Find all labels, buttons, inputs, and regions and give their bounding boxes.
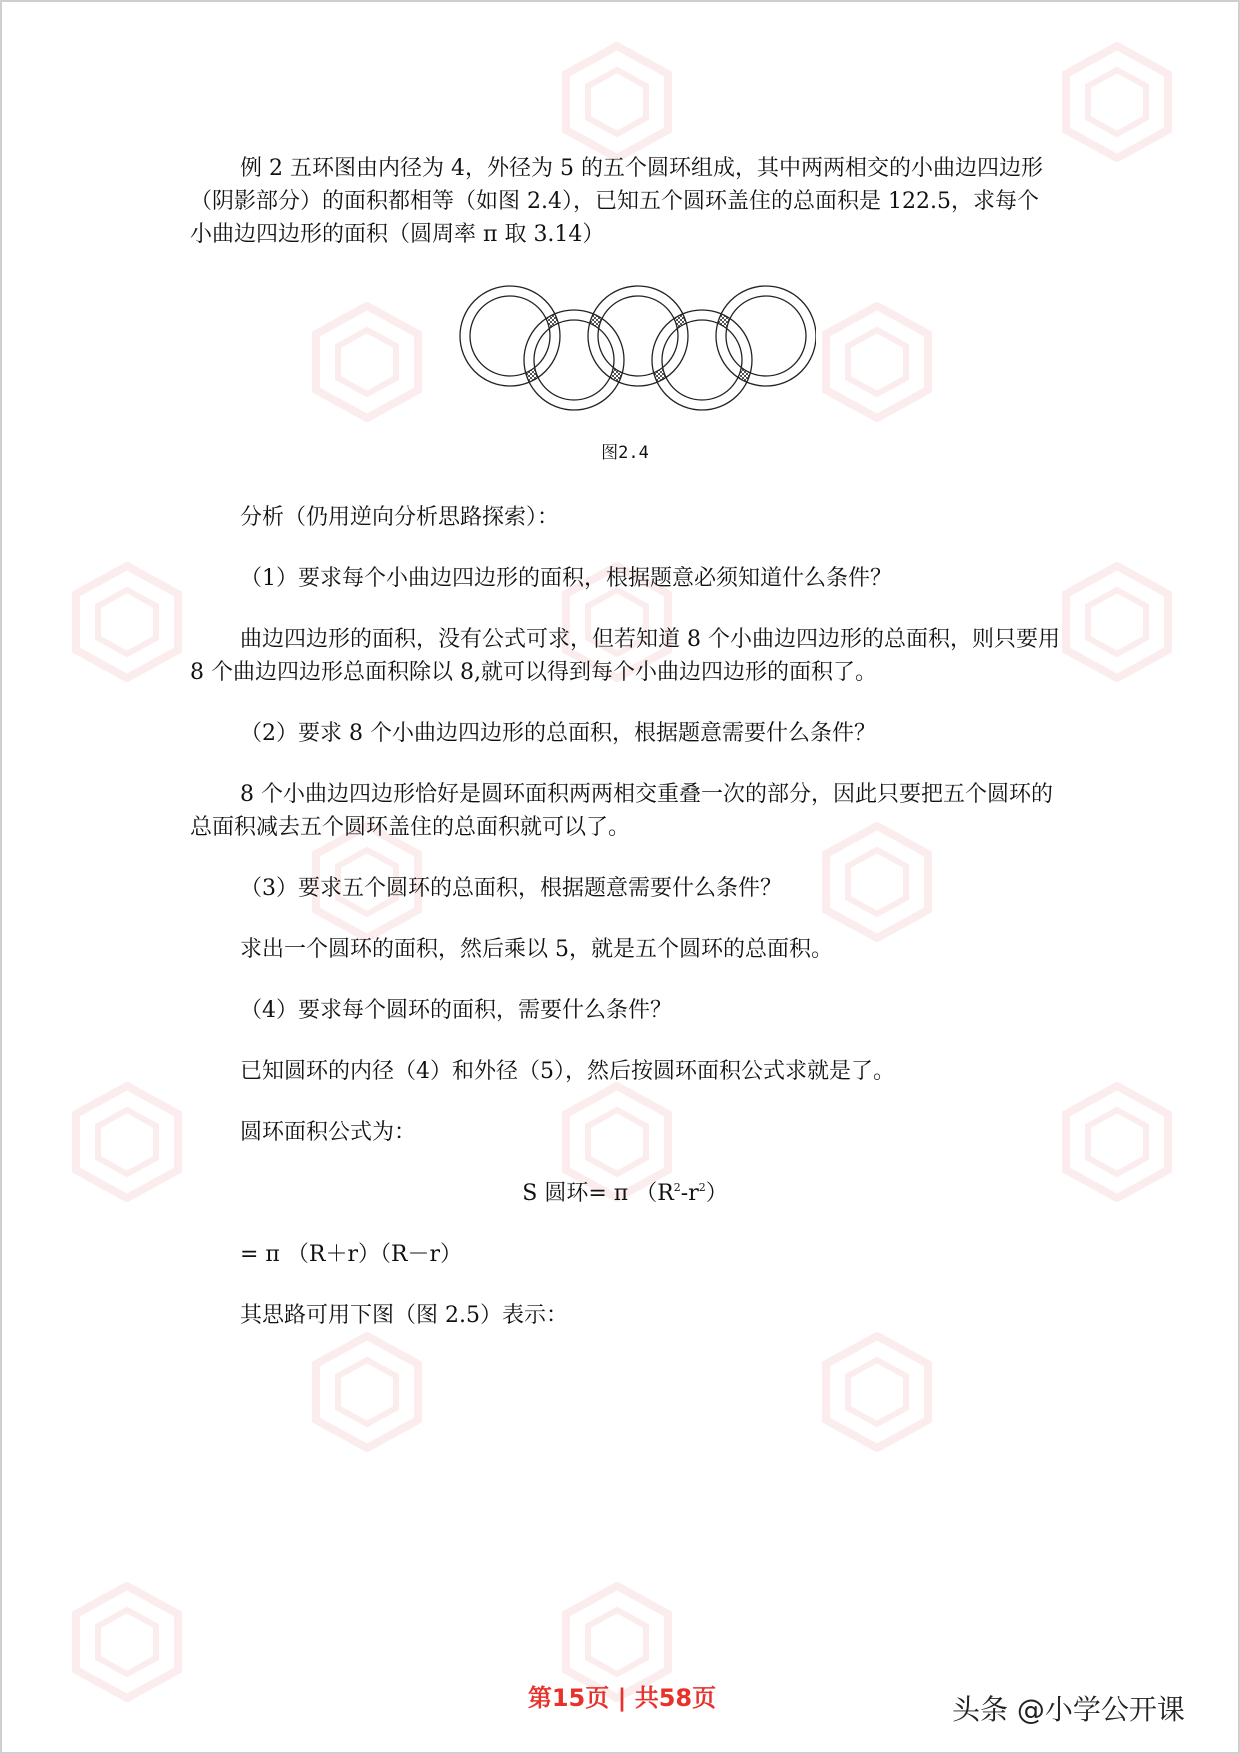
ring-outer-circle — [524, 310, 624, 410]
figure-caption: 图2.4 — [601, 443, 649, 463]
analysis-heading: 分析（仍用逆向分析思路探索）： — [240, 505, 560, 530]
ring-inner-circle — [598, 296, 678, 376]
brand-watermark: 头条 @小学公开课 — [952, 1693, 1185, 1726]
five-rings-figure — [190, 273, 1060, 473]
formula-sup-r: 2 — [698, 1181, 706, 1194]
example-statement: 例 2 五环图由内径为 4，外径为 5 的五个圆环组成，其中两两相交的小曲边四边形（阴影部分）的面积都相等（如图 2.4），已知五个圆环盖住的总面积是 122.5，求每个小曲边四边形的面积（圆周率 π 取 3.14） — [190, 156, 1043, 247]
watermark-logo-icon — [72, 562, 182, 682]
five-rings-diagram — [446, 273, 816, 423]
watermark-logo-icon — [562, 42, 672, 162]
watermark-logo-icon — [1062, 1082, 1172, 1202]
watermark-logo-icon — [822, 1332, 932, 1452]
formula-main — [190, 1177, 1060, 1210]
ring-outer-circle — [460, 286, 560, 386]
formula-main-prefix: S 圆环= π （R — [522, 1181, 674, 1206]
answer-3: 求出一个圆环的面积，然后乘以 5，就是五个圆环的总面积。 — [240, 937, 833, 962]
formula-intro: 圆环面积公式为： — [240, 1120, 417, 1145]
formula-main-suffix: ） — [705, 1181, 728, 1206]
ring-outer-circle — [652, 310, 752, 410]
answer-4: 已知圆环的内径（4）和外径（5），然后按圆环面积公式求就是了。 — [240, 1059, 895, 1084]
question-2: （2）要求 8 个小曲边四边形的总面积，根据题意需要什么条件？ — [240, 721, 876, 746]
ring-inner-circle — [534, 320, 614, 400]
ring-outer-circle — [588, 286, 688, 386]
watermark-logo-icon — [1062, 562, 1172, 682]
formula-sup-R: 2 — [673, 1181, 681, 1194]
page-counter: 第15页 | 共58页 — [527, 1684, 717, 1712]
formula-expanded: = π （R＋r）（R－r） — [240, 1242, 463, 1267]
answer-1: 曲边四边形的面积，没有公式可求，但若知道 8 个小曲边四边形的总面积，则只要用 8 个曲边四边形总面积除以 8,就可以得到每个小曲边四边形的面积了。 — [190, 627, 1060, 685]
question-4: （4）要求每个圆环的面积，需要什么条件？ — [240, 998, 672, 1023]
ring-inner-circle — [726, 296, 806, 376]
formula-main-mid: -r — [680, 1181, 699, 1206]
ring-inner-circle — [470, 296, 550, 376]
watermark-logo-icon — [312, 1332, 422, 1452]
ring-outer-circle — [716, 286, 816, 386]
question-1: （1）要求每个小曲边四边形的面积，根据题意必须知道什么条件？ — [240, 566, 892, 591]
ring-inner-circle — [662, 320, 742, 400]
watermark-logo-icon — [1062, 42, 1172, 162]
answer-2: 8 个小曲边四边形恰好是圆环面积两两相交重叠一次的部分，因此只要把五个圆环的总面积减去五个圆环盖住的总面积就可以了。 — [190, 782, 1053, 840]
question-3: （3）要求五个圆环的总面积，根据题意需要什么条件？ — [240, 876, 782, 901]
document-body — [190, 152, 1060, 1332]
closing-sentence: 其思路可用下图（图 2.5）表示： — [240, 1303, 568, 1328]
watermark-logo-icon — [72, 1082, 182, 1202]
